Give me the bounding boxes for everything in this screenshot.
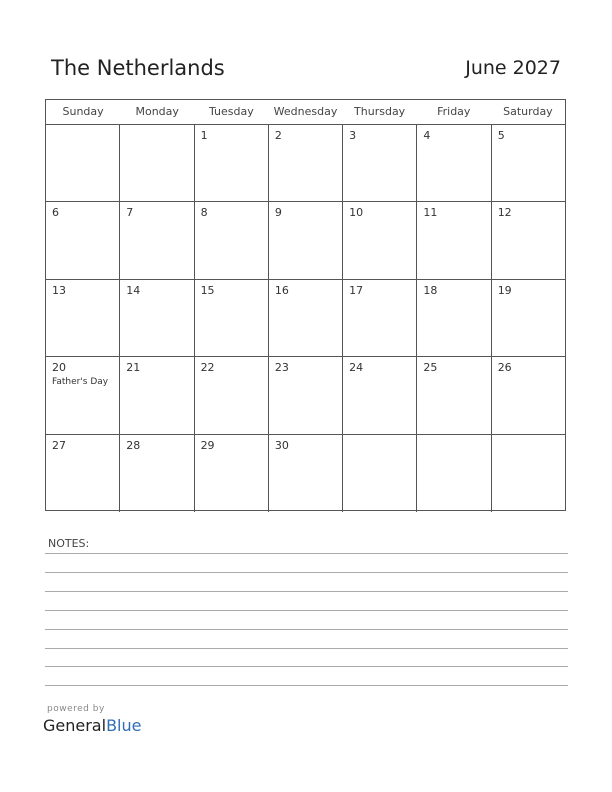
day-cell: [120, 202, 194, 278]
day-cell: [417, 435, 491, 512]
brand-blue: Blue: [106, 716, 142, 735]
weekday-header: [46, 100, 565, 125]
day-cell: [269, 435, 343, 512]
week-row: [46, 435, 565, 512]
day-cell: [195, 280, 269, 356]
notes-line: [45, 648, 568, 649]
notes-label: NOTES:: [48, 537, 90, 550]
notes-line: [45, 610, 568, 611]
day-cell: [492, 435, 565, 512]
day-number: 19: [497, 283, 512, 297]
notes-line: [45, 666, 568, 667]
weekday-label: Wednesday: [273, 105, 338, 118]
weekday-label: Tuesday: [208, 105, 254, 118]
week-row: [46, 357, 565, 434]
day-number: 23: [274, 361, 289, 375]
day-number: 30: [274, 438, 289, 452]
day-number: 12: [497, 206, 512, 220]
day-cell: [417, 125, 491, 201]
day-cell: [269, 202, 343, 278]
notes-line: [45, 685, 568, 686]
notes-line: [45, 591, 568, 592]
day-number: 9: [274, 206, 282, 220]
weekday-label: Monday: [135, 105, 179, 118]
day-cell: [343, 125, 417, 201]
day-cell: [195, 202, 269, 278]
generalblue-logo: [43, 716, 141, 735]
day-number: 1: [200, 129, 208, 142]
day-number: 2: [274, 129, 282, 142]
day-cell: [120, 357, 194, 433]
day-number: 21: [126, 361, 141, 375]
day-number: 25: [423, 361, 438, 375]
day-cell: [269, 125, 343, 201]
day-number: 4: [423, 129, 431, 142]
brand-general: General: [43, 716, 107, 735]
day-cell: [417, 357, 491, 433]
day-number: 18: [423, 283, 438, 297]
day-cell: [343, 435, 417, 512]
day-number: 26: [497, 361, 512, 375]
day-number: 28: [126, 438, 141, 452]
day-number: 7: [126, 206, 134, 220]
day-number: 29: [200, 438, 215, 452]
day-cell: [46, 202, 120, 278]
day-cell: [492, 125, 565, 201]
weekday-label: Thursday: [354, 105, 406, 118]
holiday-label: Father's Day: [52, 377, 109, 388]
day-cell: [46, 357, 120, 433]
day-number: 15: [200, 283, 215, 297]
day-cell: [120, 125, 194, 201]
day-number: 14: [126, 283, 141, 297]
day-number: 13: [52, 283, 66, 297]
day-number: 5: [497, 129, 505, 142]
day-cell: [417, 202, 491, 278]
day-number: 24: [349, 361, 364, 375]
day-cell: [46, 125, 120, 201]
day-cell: [343, 280, 417, 356]
day-cell: [492, 202, 565, 278]
day-cell: [195, 125, 269, 201]
day-number: 16: [274, 283, 289, 297]
powered-by-text: powered by: [47, 704, 105, 714]
notes-line: [45, 553, 568, 554]
calendar-grid: [45, 99, 566, 511]
day-cell: [492, 357, 565, 433]
day-number: 20: [52, 361, 66, 375]
day-cell: [46, 435, 120, 512]
day-cell: [269, 357, 343, 433]
day-number: 10: [349, 206, 364, 220]
day-number: 27: [52, 438, 66, 452]
day-number: 6: [52, 206, 59, 220]
day-cell: [417, 280, 491, 356]
weekday-label: Sunday: [62, 105, 104, 118]
day-cell: [120, 435, 194, 512]
week-row: [46, 280, 565, 357]
day-cell: [343, 202, 417, 278]
day-cell: [195, 435, 269, 512]
weekday-label: Friday: [437, 105, 471, 118]
day-number: 11: [423, 206, 438, 220]
day-cell: [269, 280, 343, 356]
day-cell: [492, 280, 565, 356]
week-row: [46, 202, 565, 279]
day-cell: [120, 280, 194, 356]
notes-line: [45, 629, 568, 630]
day-number: 17: [349, 283, 364, 297]
day-number: 8: [200, 206, 208, 220]
day-number: 3: [349, 129, 357, 142]
day-cell: [46, 280, 120, 356]
weekday-label: Saturday: [503, 105, 553, 118]
week-row: [46, 125, 565, 202]
notes-line: [45, 572, 568, 573]
calendar-title: The Netherlands: [51, 56, 225, 80]
day-cell: [195, 357, 269, 433]
day-number: 22: [200, 361, 215, 375]
calendar-month: June 2027: [465, 57, 561, 79]
day-cell: [343, 357, 417, 433]
